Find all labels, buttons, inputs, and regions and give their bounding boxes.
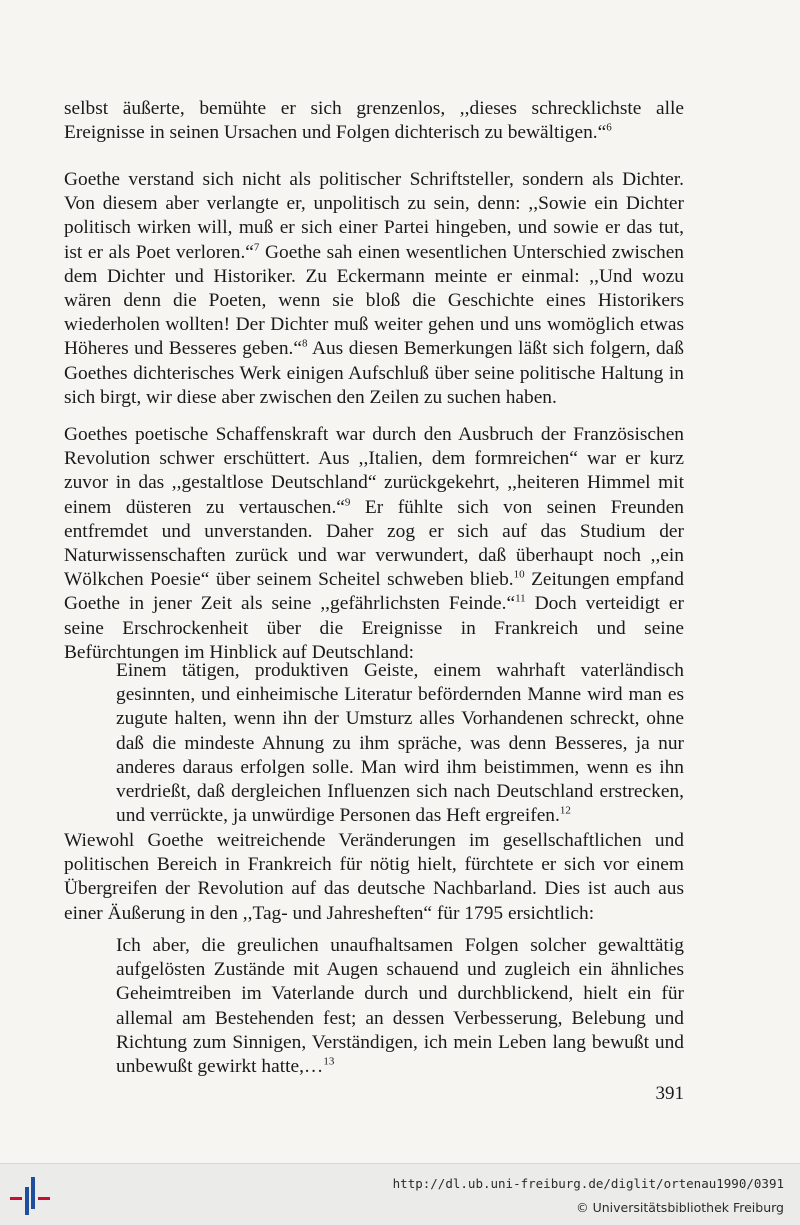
paragraph-3-text-d: Doch verteidigt er seine Erschrockenheit über die Ereignisse in Frankreich und seine Befürchtungen im Hinblick auf Deutschland: xyxy=(64,593,684,663)
block-quote-1 xyxy=(116,659,684,828)
block-quote-2 xyxy=(116,934,684,1079)
library-footer xyxy=(0,1163,800,1225)
footnote-ref-7: 7 xyxy=(253,241,260,254)
paragraph-3 xyxy=(64,423,684,665)
block-quote-1-text: Einem tätigen, produktiven Geiste, einem wahrhaft vaterländisch gesinnten, und einheimische Literatur befördernden Manne wird man es zugute halten, wenn ihn der Umsturz alles Vorhandenen schreckt, ohne daß die mindeste Ahnung zu ihm spräche, was denn Besseres, ja nur anderes daraus erfolgen solle. Man wird ihm beistimmen, wenn es ihn verdrießt, daß dergleichen Influenzen sich nach Deutschland erstrecken, und verrückte, ja unwürdige Personen das Heft ergreifen. xyxy=(116,660,684,827)
footnote-ref-6: 6 xyxy=(606,121,612,134)
copyright-notice: © Universitätsbibliothek Freiburg xyxy=(576,1200,784,1215)
paragraph-4-text: Wiewohl Goethe weitreichende Veränderungen im gesellschaftlichen und politischen Bereich in Frankreich für nötig hielt, fürchtete er sich vor einem Übergreifen der Revolution auf das deutsche Nachbarland. Dies ist auch aus einer Äußerung in den ,,Tag- und Jahresheften“ für 1795 ersichtlich: xyxy=(64,830,684,924)
page-number: 391 xyxy=(655,1083,684,1104)
paragraph-2-text-c: Aus diesen Bemerkungen läßt sich folgern, daß Goethes dichterisches Werk einigen Aufschluß über seine politische Haltung in sich birgt, wir diese aber zwischen den Zeilen zu suchen haben. xyxy=(64,338,684,408)
ub-freiburg-logo-icon[interactable] xyxy=(8,1174,54,1218)
permalink-url[interactable]: http://dl.ub.uni-freiburg.de/diglit/ortenau1990/0391 xyxy=(392,1176,784,1191)
paragraph-1-text: selbst äußerte, bemühte er sich grenzenlos, ,,dieses schrecklichste alle Ereignisse in seinen Ursachen und Folgen dichterisch zu bewältigen.“ xyxy=(64,98,684,144)
paragraph-4 xyxy=(64,829,684,926)
footnote-ref-11: 11 xyxy=(515,592,526,605)
footnote-ref-8: 8 xyxy=(301,337,308,350)
paragraph-2 xyxy=(64,168,684,410)
paragraph-3-text-c: Zeitungen empfand Goethe in jener Zeit als seine ,,gefährlichsten Feinde.“ xyxy=(64,569,684,615)
block-quote-2-text: Ich aber, die greulichen unaufhaltsamen Folgen solcher gewalttätig aufgelösten Zustände mit Augen schauend und zugleich ein ähnliches Geheimtreiben im Vaterlande durch und durchblickend, hielt ein für allemal am Bestehenden fest; an dessen Verbesserung, Belebung und Richtung zum Sinnigen, Verständigen, ich mein Leben lang bewußt und unbewußt gewirkt hatte,… xyxy=(116,935,684,1078)
footnote-ref-13: 13 xyxy=(323,1055,335,1068)
paragraph-3-text-b: Er fühlte sich von seinen Freunden entfremdet und unverstanden. Daher zog er sich auf das Studium der Naturwissenschaften zurück und war verwundert, daß überhaupt noch ,,ein Wölkchen Poesie“ über seinem Scheitel schweben blieb. xyxy=(64,496,684,591)
footnote-ref-9: 9 xyxy=(344,496,351,509)
paragraph-3-text-a: Goethes poetische Schaffenskraft war durch den Ausbruch der Französischen Revolution schwer erschüttert. Aus ,,Italien, dem formreichen“ war er kurz zuvor in das ,,gestaltlose Deutschland“ zurückgekehrt, ,,heiteren Himmel mit einem düsteren zu vertauschen.“ xyxy=(64,424,684,518)
footnote-ref-12: 12 xyxy=(559,804,571,817)
paragraph-1 xyxy=(64,97,684,145)
paragraph-2-text-a: Goethe verstand sich nicht als politischer Schriftsteller, sondern als Dichter. Von diesem aber verlangte er, unpolitisch zu sein, denn: ,,Sowie ein Dichter politisch wirken will, muß er sich einer Partei hingeben, und sowie er das tut, ist er als Poet verloren.“ xyxy=(64,169,684,263)
footnote-ref-10: 10 xyxy=(513,568,525,581)
paragraph-2-text-b: Goethe sah einen wesentlichen Unterschied zwischen dem Dichter und Historiker. Zu Eckermann meinte er einmal: ,,Und wozu wären denn die Poeten, wenn sie bloß die Geschichte eines Historikers wiederholen wollten! Der Dichter muß weiter gehen und uns womöglich etwas Höheres und Besseres geben.“ xyxy=(64,241,685,360)
